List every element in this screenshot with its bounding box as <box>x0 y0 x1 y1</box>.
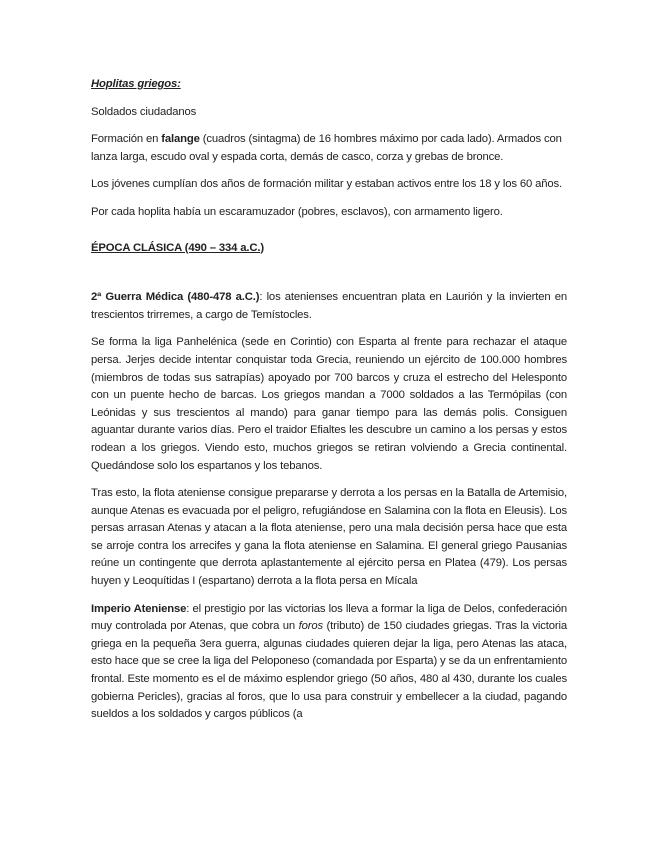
falange-lead: Formación en <box>91 133 162 146</box>
hoplitas-heading-text: Hoplitas griegos: <box>91 78 181 90</box>
guerra-title: 2ª Guerra Médica (480-478 a.C.) <box>91 291 260 304</box>
imperio-paragraph <box>91 601 567 724</box>
hoplitas-heading <box>91 76 567 94</box>
epoca-heading-text: ÉPOCA CLÁSICA (490 – 334 a.C.) <box>91 241 264 254</box>
document-body <box>91 76 567 734</box>
hoplitas-paragraph-1: Soldados ciudadanos <box>91 105 197 118</box>
imperio-title: Imperio Ateniense <box>91 602 187 615</box>
guerra-intro-rest: : los atenienses encuentran plata en Laurión y la invierten en trescientos trirremes, a cargo de Temístocles. <box>91 291 567 321</box>
guerra-paragraph-3: Tras esto, la flota ateniense consigue prepararse y derrota a los persas en la Batalla de Artemisio, aunque Atenas es evacuada por el peligro, refugiándose en Salamina con la flota en Eleusis). Los persas arrasan Atenas y atacan a la flota ateniense, pero una mala decisión persa hace que esta se arroje contra los arrecifes y gana la flota ateniense en Salamina. El general griego Pausanias reúne un contingente que derrota aplastantemente al ejército persa en Platea (479). Los persas huyen y Leoquítidas I (espartano) derrota a la flota persa en Mícala <box>91 487 567 588</box>
foros-term: foros <box>298 620 323 633</box>
falange-term: falange <box>161 133 200 146</box>
imperio-text-a: : el prestigio por las victorias los lleva a formar la liga de Delos, confederación muy controlada por Atenas, que cobra un <box>91 602 567 633</box>
epoca-heading <box>91 240 567 258</box>
hoplitas-paragraph-3: Los jóvenes cumplían dos años de formación militar y estaban activos entre los 18 y los 60 años. <box>91 178 563 191</box>
hoplitas-paragraph-2 <box>91 131 567 166</box>
falange-rest: (cuadros (sintagma) de 16 hombres máximo por cada lado). Armados con lanza larga, escudo oval y espada corta, demás de casco, corza y grebas de bronce. <box>91 133 562 163</box>
guerra-paragraph-2: Se forma la liga Panhelénica (sede en Corintio) con Esparta al frente para rechazar el ataque persa. Jerjes decide intentar conquistar toda Grecia, reuniendo un ejército de 100.000 hombres (miembros de todas sus satrapías) apoyado por 700 barcos y cruza el estrecho del Helesponto con un puente hecho de barcas. Los griegos mandan a 7000 soldados a las Termópilas (con Leónidas y sus trescientos al mando) para ganar tiempo para las demás polis. Consiguen aguantar durante varios días. Pero el traidor Efialtes les descubre un camino a los persas y estos rodean a los griegos. Viendo esto, muchos griegos se retiran volviendo a Grecia continental. Quedándose solo los espartanos y los tebanos. <box>91 336 567 472</box>
hoplitas-paragraph-4: Por cada hoplita había un escaramuzador (pobres, esclavos), con armamento ligero. <box>91 205 503 218</box>
imperio-text-b: (tributo) de 150 ciudades griegas. Tras la victoria griega en la pequeña 3era guerra, algunas ciudades quieren dejar la liga, pero Atenas las ataca, esto hace que se cree la liga del Peloponeso (comandada por Esparta) y se da un enfrentamiento frontal. Este momento es el de máximo esplendor griego (50 años, 480 al 430, durante los cuales gobierna Pericles), gracias al foros, que lo usa para construir y embellecer a la ciudad, pagando sueldos a los soldados y cargos públicos (a <box>91 620 567 721</box>
guerra-paragraph-1 <box>91 289 567 324</box>
